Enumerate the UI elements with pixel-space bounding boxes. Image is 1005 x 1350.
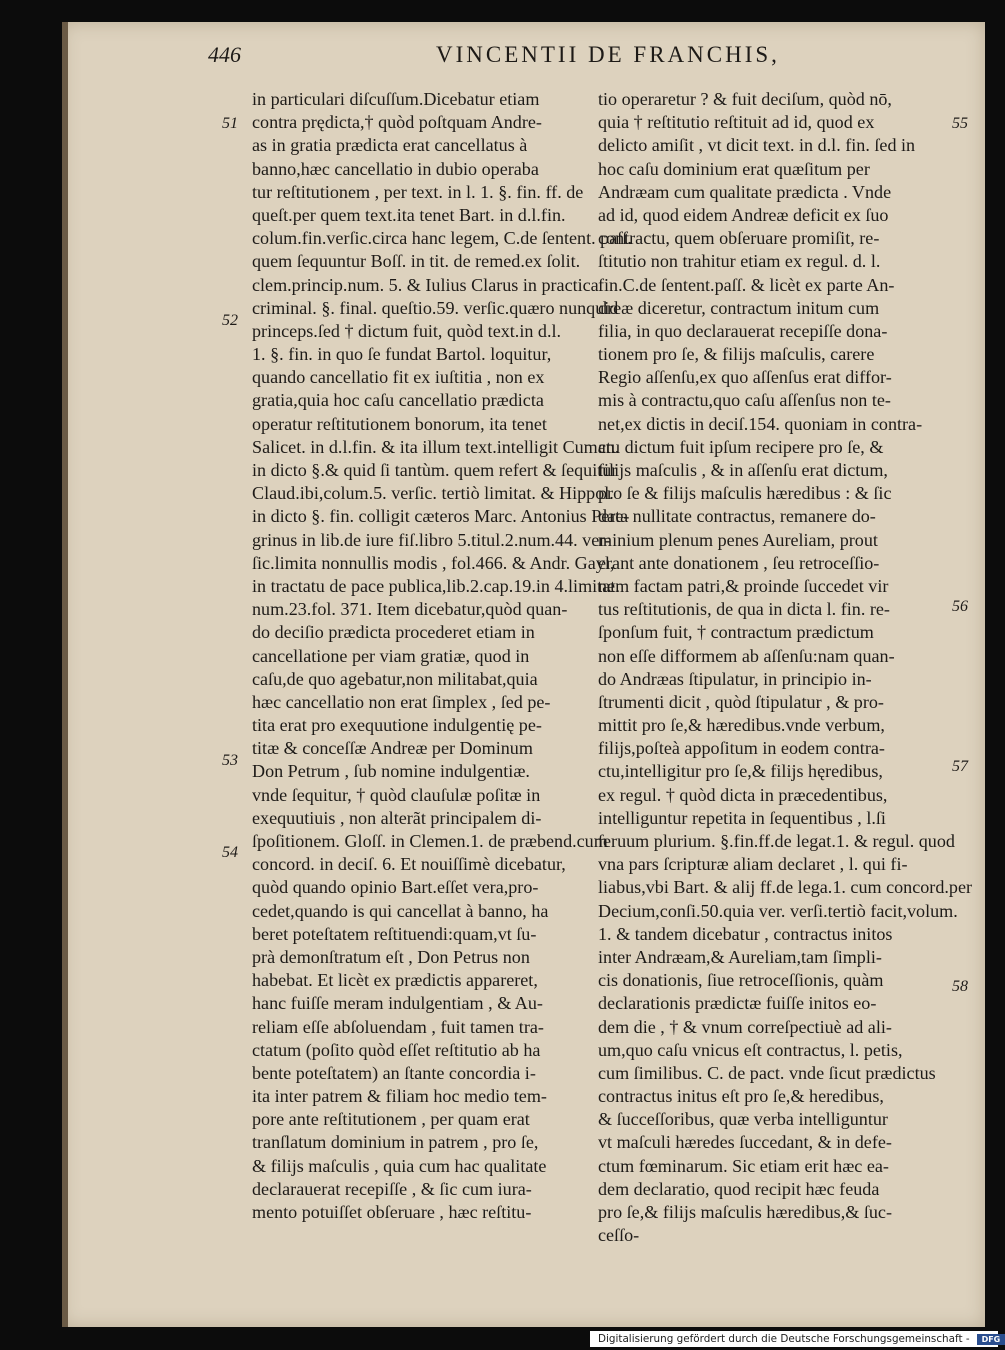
left-column-line: in dicto §. fin. colligit cæteros Marc. Antonius Pere- xyxy=(252,506,630,527)
margin-number-56: 56 xyxy=(952,598,968,615)
right-column-line: & ſucceſſoribus, quæ verba intelliguntur xyxy=(598,1109,888,1130)
left-column-line: grinus in lib.de iure fiſ.libro 5.titul.2.num.44. ver- xyxy=(252,529,611,550)
left-column-line: quem ſequuntur Boſſ. in tit. de remed.ex ſolit. xyxy=(252,251,581,272)
right-column-line: net,ex dictis in deciſ.154. quoniam in contra- xyxy=(598,413,923,434)
margin-number-51: 51 xyxy=(222,115,238,132)
margin-number-55: 55 xyxy=(952,115,968,132)
left-column-line: Claud.ibi,colum.5. verſic. tertiò limitat. & Hippol. xyxy=(252,483,614,504)
left-column-line: cedet,quando is qui cancellat à banno, ha xyxy=(252,900,549,921)
footer-credit xyxy=(590,1331,1001,1347)
right-column-line: ctu,intelligitur pro ſe,& filijs hęredibus, xyxy=(598,761,883,782)
right-column-line: um,quo caſu vnicus eſt contractus, l. petis, xyxy=(598,1039,903,1060)
right-column-line: mis à contractu,quo caſu aſſenſus non te- xyxy=(598,390,891,411)
left-column-line: prà demonſtratum eſt , Don Petrus non xyxy=(252,946,530,967)
left-column-line: Salicet. in d.l.fin. & ita illum text.intelligit Cuman. xyxy=(252,436,620,457)
left-column-line: do deciſio prædicta procederet etiam in xyxy=(252,622,535,643)
left-column-line: ctatum (poſito quòd eſſet reſtitutio ab ha xyxy=(252,1039,541,1060)
margin-number-57: 57 xyxy=(952,758,968,775)
left-column-line: declarauerat recepiſſe , & ſic cum iura- xyxy=(252,1178,532,1199)
left-column-line: reliam eſſe abſoluendam , fuit tamen tra- xyxy=(252,1016,544,1037)
right-column-line: minium plenum penes Aureliam, prout xyxy=(598,529,878,550)
right-column-line: ceſſo- xyxy=(598,1225,640,1246)
left-column-line: pore ante reſtitutionem , per quam erat xyxy=(252,1109,530,1130)
left-column-line: tranſlatum dominium in patrem , pro ſe, xyxy=(252,1132,539,1153)
right-column-line: pro ſe,& filijs maſculis hæredibus,& ſuc- xyxy=(598,1202,892,1222)
left-column-line: criminal. §. final. queſtio.59. verſic.quæro nunquid xyxy=(252,297,619,318)
right-column-line: filia, in quo declarauerat recepiſſe dona- xyxy=(598,320,888,341)
right-column-line: ex regul. † quòd dicta in præcedentibus, xyxy=(598,784,888,805)
left-column-line: titæ & conceſſæ Andreæ per Dominum xyxy=(252,738,533,759)
left-column-line: clem.princip.num. 5. & Iulius Clarus in practica xyxy=(252,274,599,295)
left-column-line: princeps.ſed † dictum fuit, quòd text.in d.l. xyxy=(252,320,562,341)
right-column-line: filijs,poſteà appoſitum in eodem contra- xyxy=(598,738,885,759)
right-column-line: 1. & tandem dicebatur , contractus initos xyxy=(598,923,893,944)
right-column-line: pro ſe & filijs maſculis hæredibus : & ſic xyxy=(598,483,892,504)
right-column-line: ſtrumenti dicit , quòd ſtipulatur , & pro- xyxy=(598,691,884,712)
left-column-line: in particulari diſcuſſum.Dicebatur etiam xyxy=(252,89,540,109)
right-column-line: ctu dictum fuit ipſum recipere pro ſe, & xyxy=(598,436,884,457)
left-column-line: Don Petrum , ſub nomine indulgentiæ. xyxy=(252,761,530,782)
left-column-line: cancellatione per viam gratiæ, quod in xyxy=(252,645,530,666)
left-column-line: operatur reſtitutionem bonorum, ita tenet xyxy=(252,413,547,434)
left-column-line: tur reſtitutionem , per text. in l. 1. §. fin. ff. de xyxy=(252,181,584,202)
right-column-line: vna pars ſcripturæ aliam declaret , l. qui fi- xyxy=(598,854,908,875)
left-column-line: bente poteſtatem) an ſtante concordia i- xyxy=(252,1062,536,1083)
right-column-line: erant ante donationem , ſeu retroceſſio- xyxy=(598,552,880,573)
left-column-line: gratia,quia hoc caſu cancellatio prædicta xyxy=(252,390,544,411)
right-column-line: dreæ diceretur, contractum initum cum xyxy=(598,297,880,318)
left-column-line: quando cancellatio fit ex iuſtitia , non ex xyxy=(252,367,545,388)
left-column-line: beret poteſtatem reſtituendi:quam,vt ſu- xyxy=(252,923,537,944)
right-column-line: ſponſum fuit, † contractum prædictum xyxy=(598,622,874,643)
margin-number-52: 52 xyxy=(222,312,238,329)
left-text-column xyxy=(252,88,632,1224)
right-column-line: dem die , † & vnum correſpectiuè ad ali- xyxy=(598,1016,892,1037)
right-column-line: inter Andræam,& Aureliam,tam ſimpli- xyxy=(598,946,882,967)
left-column-line: habebat. Et licèt ex prædictis appareret, xyxy=(252,970,538,991)
left-column-line: num.23.fol. 371. Item dicebatur,quòd quan- xyxy=(252,599,568,620)
right-column-line: tio operaretur ? & fuit deciſum, quòd nō, xyxy=(598,89,892,109)
right-column-line: hoc caſu dominium erat quæſitum per xyxy=(598,158,870,179)
page-spine-shadow xyxy=(62,22,68,1327)
right-column-line: vt maſculi hæredes ſuccedant, & in defe- xyxy=(598,1132,892,1153)
right-column-line: liabus,vbi Bart. & alij ff.de lega.1. cum concord.per xyxy=(598,877,972,898)
left-column-line: ſic.limita nonnullis modis , fol.466. & Andr. Gayl, xyxy=(252,552,615,573)
right-column-line: ſtitutio non trahitur etiam ex regul. d. l. xyxy=(598,251,881,272)
page-number: 446 xyxy=(208,42,241,67)
right-column-line: contractu, quem obſeruare promiſit, re- xyxy=(598,228,880,249)
left-column-line: quòd quando opinio Bart.eſſet vera,pro- xyxy=(252,877,539,898)
right-column-line: do Andræas ſtipulatur, in principio in- xyxy=(598,668,872,689)
left-column-line: & filijs maſculis , quia cum hac qualitate xyxy=(252,1155,547,1176)
margin-number-58: 58 xyxy=(952,978,968,995)
left-column-line: ita inter patrem & filiam hoc medio tem- xyxy=(252,1086,547,1107)
left-column-line: contra prędicta,† quòd poſtquam Andre- xyxy=(252,112,542,133)
right-column-line: Regio aſſenſu,ex quo aſſenſus erat diffor- xyxy=(598,367,892,388)
left-column-line: in dicto §.& quid ſi tantùm. quem refert & ſequitur xyxy=(252,460,618,480)
running-title: VINCENTII DE FRANCHIS, xyxy=(436,42,780,67)
left-column-line: mento potuiſſet obſeruare , hæc reſtitu- xyxy=(252,1202,532,1222)
right-column-line: ſeruum plurium. §.fin.ff.de legat.1. & regul. quod xyxy=(598,831,955,851)
left-column-line: colum.fin.verſic.circa hanc legem, C.de ſentent. paſſ. xyxy=(252,228,632,249)
right-column-line: mittit pro ſe,& hæredibus.vnde verbum, xyxy=(598,715,885,736)
left-column-line: in tractatu de pace publica,lib.2.cap.19.in 4.limitat. xyxy=(252,575,620,596)
right-column-line: intelliguntur repetita in ſequentibus , l.ſi xyxy=(598,807,886,828)
right-column-line: non eſſe difformem ab aſſenſu:nam quan- xyxy=(598,645,895,666)
left-column-line: queſt.per quem text.ita tenet Bart. in d.l.fin. xyxy=(252,204,566,225)
left-column-line: concord. in deciſ. 6. Et nouiſſimè dicebatur, xyxy=(252,854,566,875)
margin-number-54: 54 xyxy=(222,844,238,861)
page-header xyxy=(150,42,850,76)
right-column-line: quia † reſtitutio reſtituit ad id, quod ex xyxy=(598,112,875,133)
left-column-line: caſu,de quo agebatur,non militabat,quia xyxy=(252,668,538,689)
footer-text: Digitalisierung gefördert durch die Deutsche Forschungsgemeinschaft - xyxy=(598,1333,970,1345)
left-column-line: 1. §. fin. in quo ſe fundat Bartol. loquitur, xyxy=(252,344,552,365)
right-column-line: data nullitate contractus, remanere do- xyxy=(598,506,876,527)
right-column-line: tionem pro ſe, & filijs maſculis, carere xyxy=(598,344,875,365)
right-column-line: dem declaratio, quod recipit hæc feuda xyxy=(598,1178,880,1199)
left-column-line: vnde ſequitur, † quòd clauſulæ poſitæ in xyxy=(252,784,541,805)
left-column-line: banno,hæc cancellatio in dubio operaba xyxy=(252,158,539,179)
left-column-line: tita erat pro exequutione indulgentię pe- xyxy=(252,715,542,736)
margin-number-53: 53 xyxy=(222,752,238,769)
right-column-line: tus reſtitutionis, de qua in dicta l. fin. re- xyxy=(598,599,890,620)
right-column-line: delicto amiſit , vt dicit text. in d.l. fin. ſed in xyxy=(598,135,916,156)
left-column-line: hæc cancellatio non erat ſimplex , ſed pe- xyxy=(252,691,551,712)
right-column-line: contractus initus eſt pro ſe,& heredibus, xyxy=(598,1086,884,1107)
right-column-line: fin.C.de ſentent.paſſ. & licèt ex parte An- xyxy=(598,274,895,295)
right-column-line: declarationis prædictæ fuiſſe initos eo- xyxy=(598,993,877,1014)
left-column-line: as in gratia prædicta erat cancellatus à xyxy=(252,135,528,156)
right-column-line: Decium,conſi.50.quia ver. verſi.tertiò facit,volum. xyxy=(598,900,958,921)
right-column-line: ad id, quod eidem Andreæ deficit ex ſuo xyxy=(598,204,889,225)
right-column-line: ctum fœminarum. Sic etiam erit hæc ea- xyxy=(598,1155,889,1176)
right-column-line: cis donationis, ſiue retroceſſionis, quàm xyxy=(598,970,884,991)
right-column-line: Andræam cum qualitate prædicta . Vnde xyxy=(598,181,892,202)
left-column-line: hanc fuiſſe meram indulgentiam , & Au- xyxy=(252,993,543,1014)
dfg-logo: DFG xyxy=(977,1334,1005,1345)
right-column-line: filijs maſculis , & in aſſenſu erat dictum, xyxy=(598,460,888,480)
left-column-line: ſpoſitionem. Gloſſ. in Clemen.1. de præbend.cum xyxy=(252,831,608,851)
left-column-line: exequutiuis , non alterãt principalem di- xyxy=(252,807,542,828)
right-column-line: cum ſimilibus. C. de pact. vnde ſicut prædictus xyxy=(598,1062,936,1083)
right-column-line: nem factam patri,& proinde ſuccedet vir xyxy=(598,575,889,596)
